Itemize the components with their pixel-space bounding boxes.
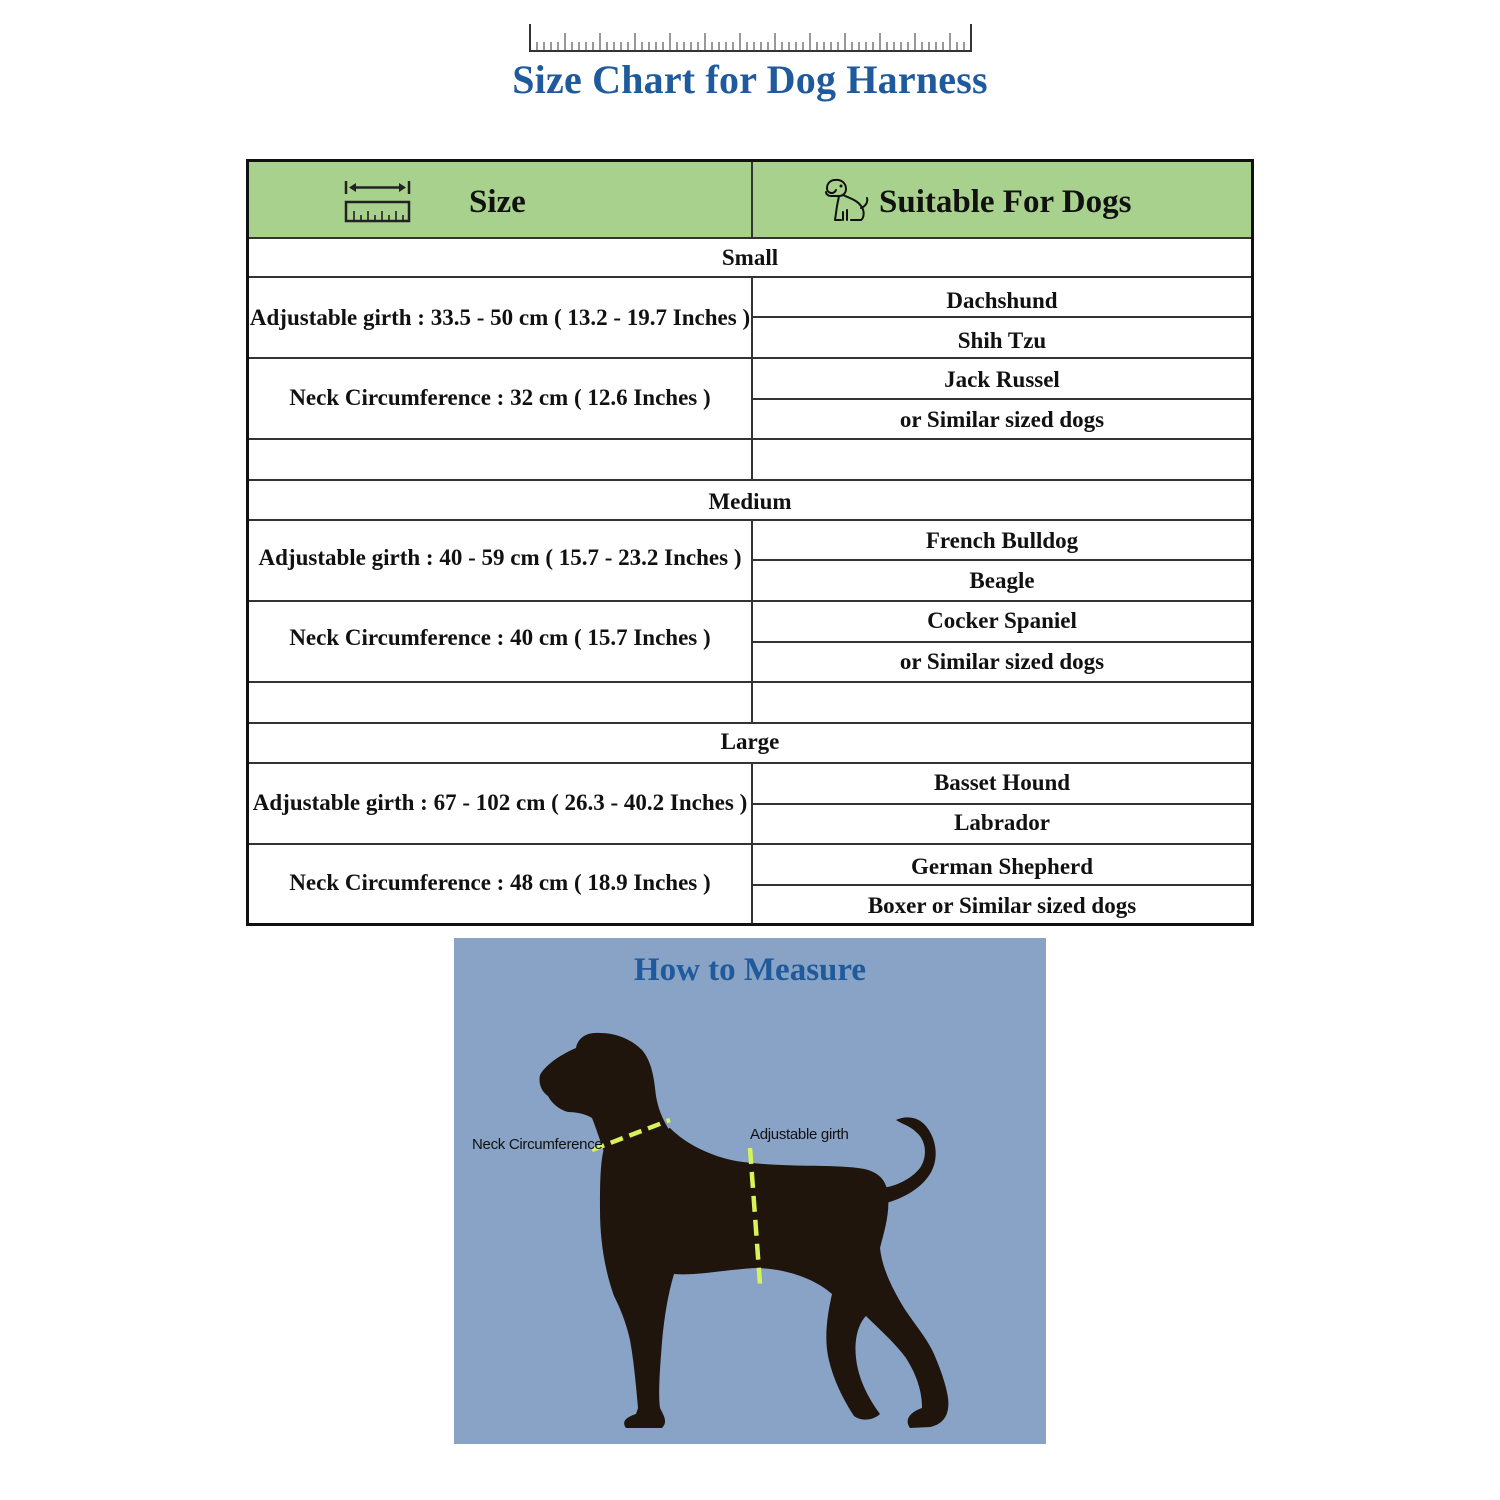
- large-dog-2: Labrador: [954, 810, 1050, 835]
- column-header-suitable-dogs: Suitable For Dogs: [879, 184, 1132, 220]
- dog-silhouette-illustration: [454, 938, 1046, 1444]
- section-title-large: Large: [720, 729, 780, 754]
- small-neck: Neck Circumference : 32 cm ( 12.6 Inches ): [289, 385, 711, 410]
- dog-row-divider: [751, 398, 1251, 400]
- column-divider: [751, 519, 753, 722]
- dog-icon: [821, 176, 871, 226]
- row-divider: [249, 843, 1251, 845]
- small-dog-1: Dachshund: [946, 288, 1058, 313]
- row-divider: [249, 438, 1251, 440]
- table-header: [249, 162, 1251, 239]
- row-divider: [249, 519, 1251, 521]
- large-dog-3: German Shepherd: [910, 854, 1094, 879]
- dog-row-divider: [751, 559, 1251, 561]
- small-dog-3: Jack Russel: [944, 367, 1060, 392]
- ruler-icon: [529, 22, 973, 54]
- size-chart-table: [246, 159, 1254, 926]
- medium-dog-4: or Similar sized dogs: [899, 649, 1105, 674]
- page-title: Size Chart for Dog Harness: [512, 57, 988, 102]
- section-title-small: Small: [721, 245, 779, 270]
- row-divider: [249, 762, 1251, 764]
- dog-row-divider: [751, 803, 1251, 805]
- row-divider: [249, 357, 1251, 359]
- row-divider: [249, 722, 1251, 724]
- medium-dog-2: Beagle: [969, 568, 1035, 593]
- small-dog-2: Shih Tzu: [957, 328, 1047, 353]
- row-divider: [249, 276, 1251, 278]
- how-to-measure-panel: [454, 938, 1046, 1444]
- dog-row-divider: [751, 641, 1251, 643]
- dog-row-divider: [751, 316, 1251, 318]
- column-divider: [751, 762, 753, 923]
- column-divider: [751, 276, 753, 479]
- neck-circumference-label: Neck Circumference: [472, 1136, 603, 1153]
- dog-row-divider: [751, 884, 1251, 886]
- section-title-medium: Medium: [708, 489, 792, 514]
- adjustable-girth-label: Adjustable girth: [750, 1126, 849, 1143]
- large-dog-4: Boxer or Similar sized dogs: [867, 893, 1137, 918]
- column-header-size: Size: [469, 184, 526, 220]
- measuring-ruler-icon: [343, 178, 413, 224]
- row-divider: [249, 479, 1251, 481]
- how-to-measure-title: How to Measure: [633, 952, 867, 988]
- medium-dog-1: French Bulldog: [925, 528, 1079, 553]
- header-divider: [751, 162, 753, 237]
- large-neck: Neck Circumference : 48 cm ( 18.9 Inches ): [289, 870, 711, 895]
- large-dog-1: Basset Hound: [933, 770, 1071, 795]
- medium-dog-3: Cocker Spaniel: [927, 608, 1077, 633]
- row-divider: [249, 681, 1251, 683]
- large-girth: Adjustable girth : 67 - 102 cm ( 26.3 - 40.2 Inches ): [252, 790, 748, 815]
- small-girth: Adjustable girth : 33.5 - 50 cm ( 13.2 - 19.7 Inches ): [249, 305, 751, 330]
- medium-neck: Neck Circumference : 40 cm ( 15.7 Inches ): [289, 625, 711, 650]
- small-dog-4: or Similar sized dogs: [899, 407, 1105, 432]
- row-divider: [249, 600, 1251, 602]
- medium-girth: Adjustable girth : 40 - 59 cm ( 15.7 - 23.2 Inches ): [258, 545, 742, 570]
